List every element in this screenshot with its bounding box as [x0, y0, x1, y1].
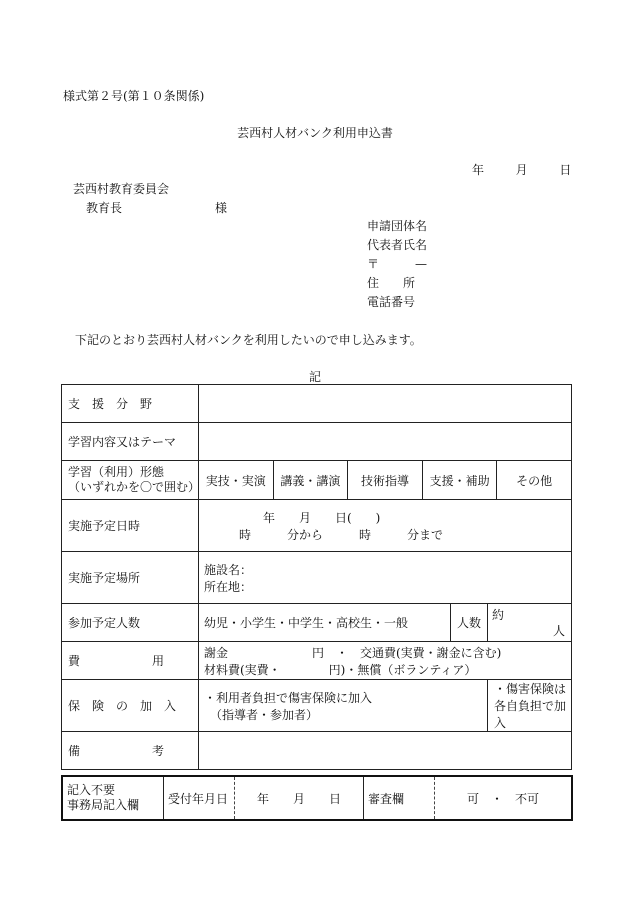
address-label: 住 所: [367, 276, 416, 290]
table-row: [62, 385, 572, 423]
page-title: 芸西村人材バンク利用申込書: [237, 126, 393, 140]
form-option-support[interactable]: 支援・補助: [422, 461, 497, 499]
form-option-demo[interactable]: 実技・実演: [205, 473, 266, 488]
table-row: [62, 423, 572, 461]
table-row: [62, 461, 572, 500]
insurance-option-1[interactable]: [199, 680, 488, 732]
participants-label: 参加予定人数: [62, 604, 199, 642]
ki-heading: 記: [308, 370, 321, 384]
office-note-line2: 事務局記入欄: [67, 798, 140, 812]
cost-input[interactable]: [199, 642, 572, 680]
form-label-line1: 学習（利用）形態: [68, 465, 165, 479]
group-name-label: 申請団体名: [367, 219, 428, 233]
addressee-title: 教育長: [86, 201, 123, 215]
field-input[interactable]: [199, 385, 572, 423]
table-row: [62, 732, 572, 770]
insurance-option-1-line1: ・利用者負担で傷害保険に加入: [204, 690, 373, 705]
cost-line2: 材料費(実費・ 円)・無償（ボランティア）: [204, 662, 477, 677]
cost-label: 費 用: [62, 642, 199, 680]
datetime-input[interactable]: [199, 500, 572, 552]
content-label: 学習内容又はテーマ: [62, 423, 199, 461]
headcount-input[interactable]: [488, 604, 572, 642]
place-input[interactable]: [199, 552, 572, 604]
addressee-organization: 芸西村教育委員会: [73, 182, 170, 196]
insurance-label: 保 険 の 加 入: [62, 680, 199, 732]
insurance-option-2[interactable]: ・傷害保険は各自負担で加入: [488, 680, 572, 732]
table-row: [62, 680, 572, 732]
application-table: [61, 384, 572, 770]
field-label: 支 援 分 野: [62, 385, 199, 423]
application-date: [472, 161, 571, 178]
office-note: [62, 776, 164, 820]
date-month: 月: [515, 163, 528, 177]
datetime-line1: 年 月 日( ): [263, 510, 381, 525]
date-year: 年: [472, 163, 485, 177]
received-date[interactable]: 年 月 日: [235, 776, 364, 820]
datetime-label: 実施予定日時: [62, 500, 199, 552]
review-options[interactable]: 可 ・ 不可: [466, 791, 539, 806]
table-row: [62, 604, 572, 642]
representative-label: 代表者氏名: [367, 238, 428, 252]
phone-label: 電話番号: [367, 295, 416, 309]
place-label: 実施予定場所: [62, 552, 199, 604]
form-option-technical[interactable]: 技術指導: [347, 461, 422, 499]
table-row: [62, 642, 572, 680]
table-row: [62, 776, 572, 820]
form-label: [62, 461, 199, 500]
form-number: 様式第２号(第１０条関係): [63, 89, 205, 103]
content-input[interactable]: [199, 423, 572, 461]
headcount-label: 人数: [451, 604, 488, 642]
intro-text: 下記のとおり芸西村人材バンクを利用したいので申し込みます。: [75, 333, 422, 347]
remarks-label: 備 考: [62, 732, 199, 770]
office-note-line1: 記入不要: [67, 783, 116, 797]
cost-line1: 謝金 円 ・ 交通費(実費・謝金に含む): [204, 645, 502, 660]
table-row: [62, 552, 572, 604]
datetime-line2: 時 分から 時 分まで: [239, 527, 444, 542]
participants-categories[interactable]: 幼児・小学生・中学生・高校生・一般: [199, 604, 451, 642]
table-row: [62, 500, 572, 552]
remarks-input[interactable]: [199, 732, 572, 770]
date-day: 日: [559, 163, 572, 177]
received-label: 受付年月日: [164, 776, 235, 820]
form-options: [199, 461, 572, 500]
location-label: 所在地：: [204, 579, 253, 594]
applicant-fields: [367, 217, 427, 312]
form-label-line2: （いずれかを〇で囲む）: [68, 480, 201, 494]
facility-label: 施設名：: [204, 562, 253, 577]
postal-code-label: 〒 —: [367, 257, 428, 271]
approx-label: 約: [492, 608, 505, 622]
person-unit: 人: [552, 624, 565, 638]
insurance-option-1-line2: （指導者・参加者）: [210, 707, 319, 722]
review-label: 審査欄: [364, 776, 435, 820]
addressee-honorific: 様: [215, 201, 228, 215]
form-option-other[interactable]: その他: [496, 461, 571, 499]
office-use-table: [61, 775, 573, 821]
form-option-lecture[interactable]: 講義・講演: [273, 461, 348, 499]
